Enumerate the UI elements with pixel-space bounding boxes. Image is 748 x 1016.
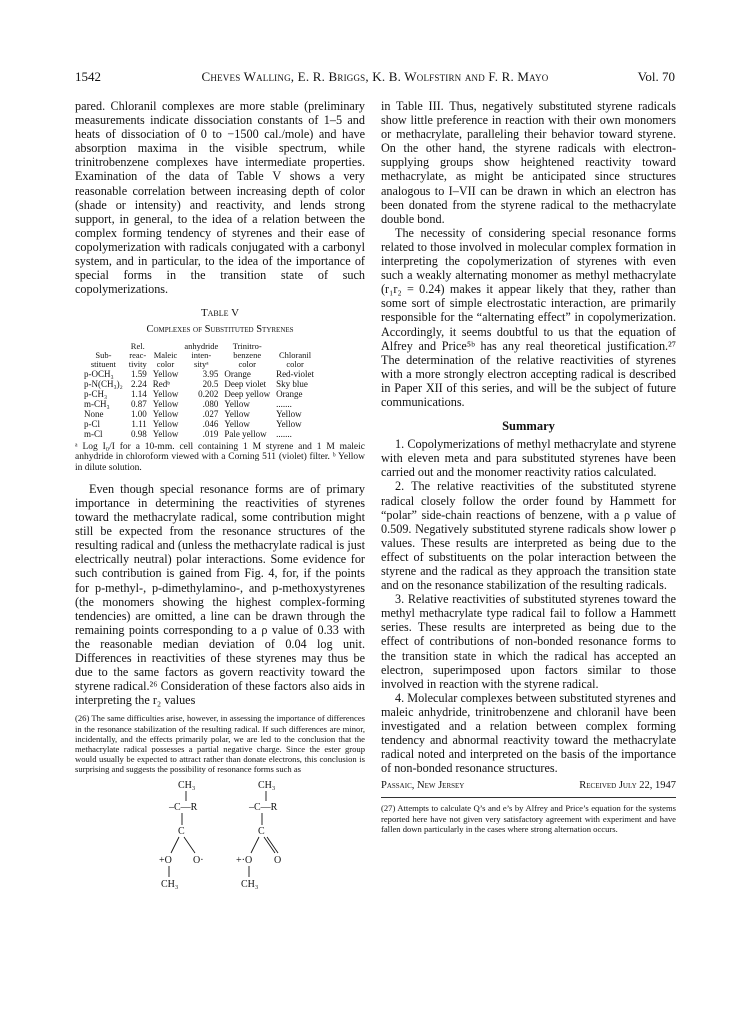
table-cell: Yellow [152,368,179,379]
summary-heading: Summary [502,419,555,434]
table-cell: .080 [202,398,219,409]
table-cell: p-CH₃ [84,388,108,399]
page-number: 1542 [75,69,101,84]
c-r-label: –C—R [249,801,278,813]
table-subtitle: Complexes of Substituted Styrenes [146,324,294,336]
table-cell: .027 [202,408,219,419]
table-cell: None [84,408,104,419]
running-header [75,69,675,87]
table-cell: 2.24 [130,378,147,389]
table-cell: Yellow [276,418,302,429]
paragraph: The necessity of considering special resonance forms related to those involved in molecular complex formation in interpreting the copolymerization of styrenes with even such a weakly alternating monomer as methyl methacrylate (r₁r₂ = 0.24) makes it appear likely that they, rather than some sort of simple electrostatic interaction, are primarily responsible for the “alternating effect” in copolymerization. Accordingly, it seems doubtful to us that the equation of Alfrey and Price⁵ᵇ has any real theoretical justification.²⁷ The determination of the relative reactivities of styrenes with a more strongly electron accepting radical is described in Paper XII of this series, and will be the subject of future communications. [381,225,676,409]
ch3-label: CH₃ [241,878,259,890]
table-cell: Yellow [152,408,179,419]
resonance-structure-drawing [75,779,365,897]
table-cell: 0.87 [130,398,147,409]
footnote-26: (26) The same difficulties arise, however, in assessing the importance of differences in the resonance stabilization of the resulting radical. If such differences are minor, incidentally, and the effects primarily polar, we are led to the conclusion that the methacrylate radical possesses a partial negative charge. Since the ester group would usually be expected to attract rather than donate electrons, this conclusion is surprising and suggests the possibility of resonance forms such as [75,713,365,775]
table-cell: Yellow [276,408,302,419]
table-cell: Yellow [152,418,179,429]
summary-item: 3. Relative reactivities of substituted styrenes toward the methyl methacrylate type radical fail to follow a Hammett series. These results are interpreted as being due to the effect of contributions of non-bonded resonance forms to the transition state in which the radical has accepted an electron, superimposed upon factors similar to those involved in reaction with the styrene radical. [381,592,676,691]
complexes-table [81,342,317,439]
table-row [81,409,317,419]
table-row [81,399,317,409]
paragraph: pared. Chloranil complexes are more stable (preliminary measurements indicate dissociation constants of 1–5 and heats of dissociation of 0 to −1500 cal./mole) and have absorption maxima in the visible spectrum, while trinitrobenzene complexes have intermediate properties. Examination of the data of Table V shows a very reasonable correlation between increasing depth of color (shade or intensity) and reactivity, and lends strong support, in general, to the idea of a relation between the complex forming tendency of styrenes and their ease of copolymerization with radicals conjugated with a carbonyl system, and in particular, to the idea of the importance of special forms in the transition state of such copolymerizations. [75,99,365,297]
table-cell: Orange [276,388,303,399]
summary-item: 2. The relative reactivities of the substituted styrene radical closely follow the order found by Hammett for “polar” side-chain reactions of benzene, with a ρ value of 0.509. Negatively substituted styrene radicals show lower ρ values. These results are interpreted as being due to the effect of substituents on the polar interaction between the styrene and the radical as they approach the transition state and on the resonance stabilization of the resulting radicals. [381,479,676,593]
table-cell: ....... [276,398,292,409]
o-plus-label: +O [159,854,172,866]
paragraph: in Table III. Thus, negatively substituted styrene radicals show little preference in reaction with their own monomers or methacrylate, paralleling their behavior toward styrene. On the other hand, the styrene radicals with electron-supplying groups show heightened reactivity toward methacrylate, as might be anticipated since structures analogous to I–VII can be drawn in which an electron has been donated from the styrene radical to the methacrylate double bond. [381,99,676,226]
table-cell: 3.95 [202,368,219,379]
double-bond-line [267,837,278,853]
table-cell: Orange [224,368,251,379]
o-minus-label: O· [193,854,204,866]
table-cell: Yellow [224,408,250,419]
bond-line [171,837,179,853]
table-cell: ....... [276,428,292,439]
table-cell: m-CH₃ [84,398,110,409]
received-date: Received July 22, 1947 [579,780,676,792]
table-cell: Yellow [224,418,250,429]
table-header-row [81,342,317,369]
table-cell: Yellow [152,428,179,439]
table-title: Table V [200,307,240,320]
summary-item: 1. Copolymerizations of methyl methacrylate and styrene with eleven meta and para substituted styrenes have been carried out and the monomer reactivity ratios calculated. [381,437,676,480]
summary-item: 4. Molecular complexes between substituted styrenes and maleic anhydride, trinitrobenzene and chloranil have been investigated and a relation between complex forming tendency and abnormal reactivity toward the methacrylate radical noted and interpreted on the basis of the importance of non-bonded resonance structures. [381,690,676,776]
resonance-structures [75,779,365,897]
table-header-cell: Maleic color [153,349,178,369]
location: Passaic, New Jersey [381,780,465,792]
table-cell: Yellow [152,398,179,409]
table-cell: Sky blue [276,378,308,389]
right-column [381,99,676,834]
table-cell: .046 [202,418,219,429]
table-row [81,389,317,399]
signature-line [381,779,676,793]
table-cell: 20.5 [202,378,219,389]
table-cell: Deep violet [224,378,267,389]
table-row [81,379,317,389]
table-cell: 0.98 [130,428,147,439]
divider [381,797,676,798]
table-cell: p-N(CH₃)₂ [84,378,123,389]
table-cell: Red-violet [276,368,315,379]
c-label: C [178,825,185,837]
table-row [81,429,317,439]
c-r-label: –C—R [169,801,198,813]
table-cell: p-OCH₃ [84,368,114,379]
table-cell: Yellow [152,388,179,399]
table-header-cell: Trinitro- benzene color [232,340,262,369]
table-cell: 0.202 [198,388,219,399]
table-cell: 1.14 [130,388,147,399]
table-cell: 1.11 [131,418,147,429]
table-footnote: ᵃ Log I₀/I for a 10-mm. cell containing 1 M styrene and 1 M maleic anhydride in chloroform viewed with a Corning 511 (violet) filter. ᵇ Yellow in dilute solution. [75,441,365,474]
running-authors: Cheves Walling, E. R. Briggs, K. B. Wolfstirn and F. R. Mayo [201,69,549,84]
table-cell: 1.00 [130,408,147,419]
c-label: C [258,825,265,837]
table-cell: .019 [202,428,219,439]
left-column [75,99,365,897]
table-header-cell: anhydride inten- sityᵃ [184,340,219,369]
table-cell: Redᵇ [152,378,171,389]
table-cell: Yellow [224,398,250,409]
table-row [81,419,317,429]
ch3-label: CH₃ [178,779,196,791]
table-row [81,369,317,379]
footnote-27: (27) Attempts to calculate Q’s and e’s by Alfrey and Price’s equation for the systems reported here have not given very satisfactory agreement with experiment and have fallen down particularly in the cases where strong alternation occurs. [381,803,676,834]
table-cell: 1.59 [130,368,147,379]
ch3-label: CH₃ [161,878,179,890]
table-header-cell: Sub- stituent [90,349,116,369]
ch3-label: CH₃ [258,779,276,791]
o-dot-label: +·O [236,854,253,866]
volume-label: Vol. 70 [637,69,675,84]
o-label: O [274,854,282,866]
table-header-cell: Rel. reac- tivity [128,340,147,369]
bond-line [184,837,195,853]
bond-line [251,837,259,853]
table-cell: Deep yellow [224,388,271,399]
table-cell: p-Cl [84,418,101,429]
bond-line [264,837,275,853]
table-cell: Pale yellow [224,428,267,439]
table-header-cell: Chloranil color [279,349,312,369]
paragraph: Even though special resonance forms are of primary importance in determining the reactivities of styrenes toward the methacrylate radical, some contribution might still be expected from the resonance structures of the resulting radical and (unless the methacrylate radical is just electrically neutral) polar interactions. Some evidence for such contribution is gained from Fig. 4, for, if the points for p-methyl-, p-dimethylamino-, and p-methoxystyrenes (the monomers showing the highest complex-forming tendencies) are omitted, a line can be drawn through the remaining points corresponding to a ρ value of 0.33 with the reasonable median deviation of 0.04 log unit. Differences in reactivities of these styrenes may thus be due to the same factors as govern reactivity toward the styrene radical.²⁶ Consideration of these factors also aids in interpreting the r₂ values [75,481,365,708]
table-cell: m-Cl [84,428,103,439]
